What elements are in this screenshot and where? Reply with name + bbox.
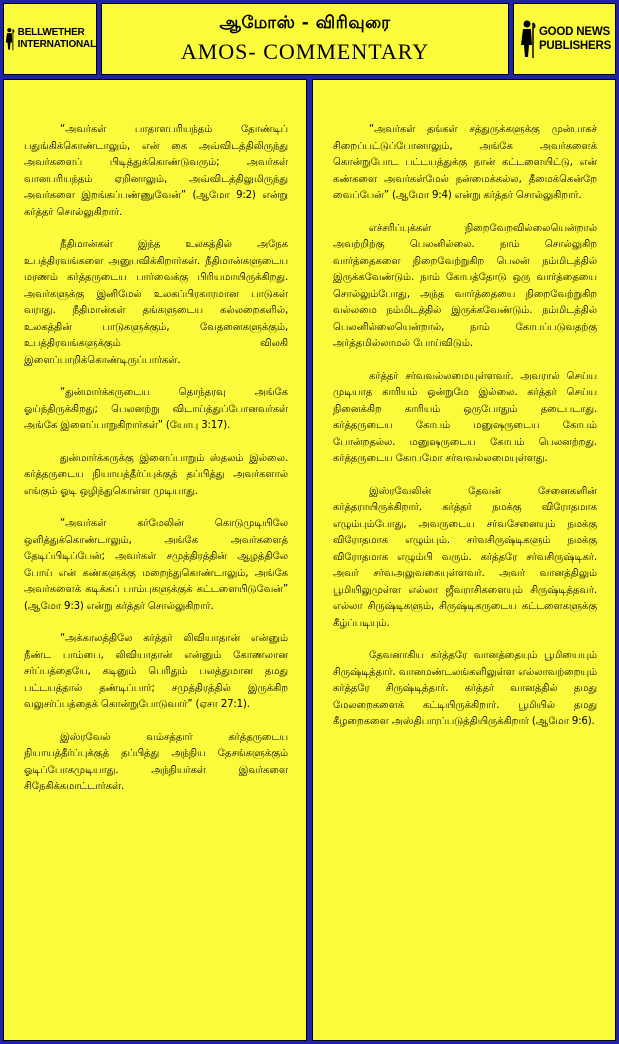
- paragraph: “துன்மார்க்கருடைய தொந்தரவு அங்கே ஓய்ந்திருக்கிறது; பெலனற்று விடாய்த்துப்போனவர்கள் அங்கே இளைப்பாறுகிறார்கள்” (யோபு 3:17).: [24, 387, 288, 431]
- bellwether-logo: [3, 3, 97, 75]
- paragraph: எச்சரிப்புக்கள் நிறைவேறவில்லையென்றால் அவற்றிற்கு பெலனில்லை. நாம் சொல்லுகிற வார்த்தைகளை நிறைவேற்றுகிற பெலன் நம்மிடத்தில் இருக்கவேண்டும். நாம் கோபத்தோடு ஒரு வார்த்தையை சொல்லும்போது, அந்த வார்த்தையை நிறைவேற்றுகிற வல்லமை நம்மிடத்தில் இருக்கவேண்டும். நம்மிடத்தில் பெலனில்லையென்றால், நாம் கோபப்படுவதற்கு அர்த்தமில்லாமல் போய்விடும்.: [333, 222, 597, 349]
- person-with-staff-icon: [4, 19, 15, 59]
- right-text-column: [312, 79, 616, 1041]
- left-text-column: [3, 79, 307, 1041]
- paragraph: “அவர்கள் பாதாளபரியந்தம் தோண்டிப் பதுங்கிக்கொண்டாலும், என் கை அவ்விடத்திலிருந்து அவர்களைப் பிடித்துக்கொண்டுவரும்; அவர்கள் வானபரியந்தம் ஏறினாலும், அவ்விடத்திலுமிருந்து அவர்களை இறங்கப்பண்ணுவேன்” (ஆமோ 9:2) என்று கர்த்தர் சொல்லுகிறார்.: [24, 124, 288, 218]
- logo-line1: GOOD NEWS: [538, 26, 610, 38]
- paragraph: இஸ்ரவேல் வம்சத்தார் கர்த்தருடைய நியாயத்தீர்ப்புக்குத் தப்பித்து அந்நிய தேசங்களுக்கும் ஓடிப்போகமுடியாது. அந்நியர்கள் இவர்களை சிநேகிக்கமாட்டார்கள்.: [24, 731, 288, 792]
- logo-line1: BELLWETHER: [17, 27, 85, 38]
- logo-line2: PUBLISHERS: [538, 40, 612, 52]
- paragraph: நீதிமான்கள் இந்த உலகத்தில் அநேக உபத்திரவங்களை அனுபவிக்கிறார்கள். நீதிமான்களுடைய மரணம் கர்த்தருடைய பார்வைக்கு பிரியமாயிருக்கிறது. அவர்களுக்கு இனிமேல் உலகப்பிரகாரமான பாடுகள் வராது. நீதிமான்கள் தங்களுடைய கல்லறைகளில், உலகத்தின் பாடுகளுக்கும், வேதனைகளுக்கும், உபத்திரவங்களுக்கும் விலகி இளைப்பாறிக்கொண்டிருப்பார்கள்.: [24, 239, 288, 366]
- paragraph: “அவர்கள் தங்கள் சத்துருக்களுக்கு முன்பாகச் சிறைப்பட்டுப்போனாலும், அங்கே அவர்களைக் கொன்றுபோட பட்டயத்துக்கு நான் கட்டளையிட்டு, என் கண்களை அவர்கள்மேல் நன்மைக்கல்ல, தீமைக்கென்றே வைப்பேன்” (ஆமோ 9:4) என்று கர்த்தர் சொல்லுகிறார்.: [333, 124, 597, 201]
- page-title-tamil: ஆமோஸ் - விரிவுரை: [219, 13, 391, 33]
- title-banner: [101, 3, 509, 75]
- logo-line2: INTERNATIONAL: [17, 39, 96, 50]
- paragraph: கர்த்தர் சர்வவல்லமையுள்ளவர். அவரால் செய்ய முடியாத காரியம் ஒன்றுமே இல்லை. கர்த்தர் செய்ய நினைக்கிற காரியம் ஒருபோதும் தடைபடாது. கர்த்தருடைய கோபம் மனுஷருடைய கோபம் போன்றதல்ல. மனுஷருடைய கோபம் பெலனற்றது. கர்த்தருடைய கோபமோ சர்வவல்லமையுள்ளது.: [333, 370, 597, 464]
- paragraph: “அவர்கள் கர்மேலின் கொடுமுடியிலே ஒளித்துக்கொண்டாலும், அங்கே அவர்களைத் தேடிப்பிடிப்பேன்; அவர்கள் சமுத்திரத்தின் ஆழத்திலே போய் என் கண்களுக்கு மறைந்துகொண்டாலும், அங்கே அவர்களைக் கடிக்கப் பாம்புகளுக்குக் கட்டளையிடுவேன்” (ஆமோ 9:3) என்று கர்த்தர் சொல்லுகிறார்.: [24, 518, 288, 612]
- paragraph: இஸ்ரவேலின் தேவன் சேனைகளின் கர்த்தராயிருக்கிறார். கர்த்தர் நமக்கு விரோதமாக எழும்பும்போது, அவருடைய சர்வசேனையும் நமக்கு விரோதமாக எழும்பும். சர்வசிருஷ்டிகளும் நமக்கு விரோதமாக எழும்பி வரும். கர்த்தரே சர்வசிருஷ்டிகர். அவர் சர்வஅலுவகையுள்ளவர். அவர் வானத்திலும் பூமியிலுமுள்ள எல்லா ஜீவராசிகளையும் சிருஷ்டித்தவர். எல்லா சிருஷ்டிகளும், சிருஷ்டிகருடைய கட்டளைகளுக்கு கீழ்ப்படியும்.: [333, 485, 597, 629]
- paragraph: தேவனாகிய கர்த்தரே வானத்தையும் பூமியையும் சிருஷ்டித்தார். வானமண்டலங்களிலுள்ள எல்லாவற்றையும் கர்த்தரே சிருஷ்டித்தார். கர்த்தர் வானத்தில் தமது மேலறைகளைக் கட்டியிருக்கிறார். பூமியில் தமது கீழறைகளை அஸ்திபாரப்படுத்தியிருக்கிறார் (ஆமோ 9:6).: [333, 650, 597, 727]
- paragraph: “அக்காலத்திலே கர்த்தர் லிவியாதான் என்னும் நீண்ட பாம்பை, லிவியாதான் என்னும் கோணலான சர்ப்பத்தையே, கடினும் பெரிதும் பலத்துமான தமது பட்டயத்தால் தண்டிப்பார்; சமுத்திரத்தில் இருக்கிற வலுசர்ப்பத்தைக் கொன்றுபோடுவார்” (ஏசா 27:1).: [24, 633, 288, 710]
- person-with-staff-icon: [518, 19, 536, 59]
- good-news-publishers-logo: [513, 3, 616, 75]
- page-title-english: AMOS- COMMENTARY: [180, 39, 430, 64]
- paragraph: துன்மார்க்கருக்கு இளைப்பாறும் ஸ்தலம் இல்லை. கர்த்தருடைய நியாயத்தீர்ப்புக்குத் தப்பித்து அவர்களால் எங்கும் ஓடி ஒழிந்துகொள்ள முடியாது.: [24, 452, 288, 497]
